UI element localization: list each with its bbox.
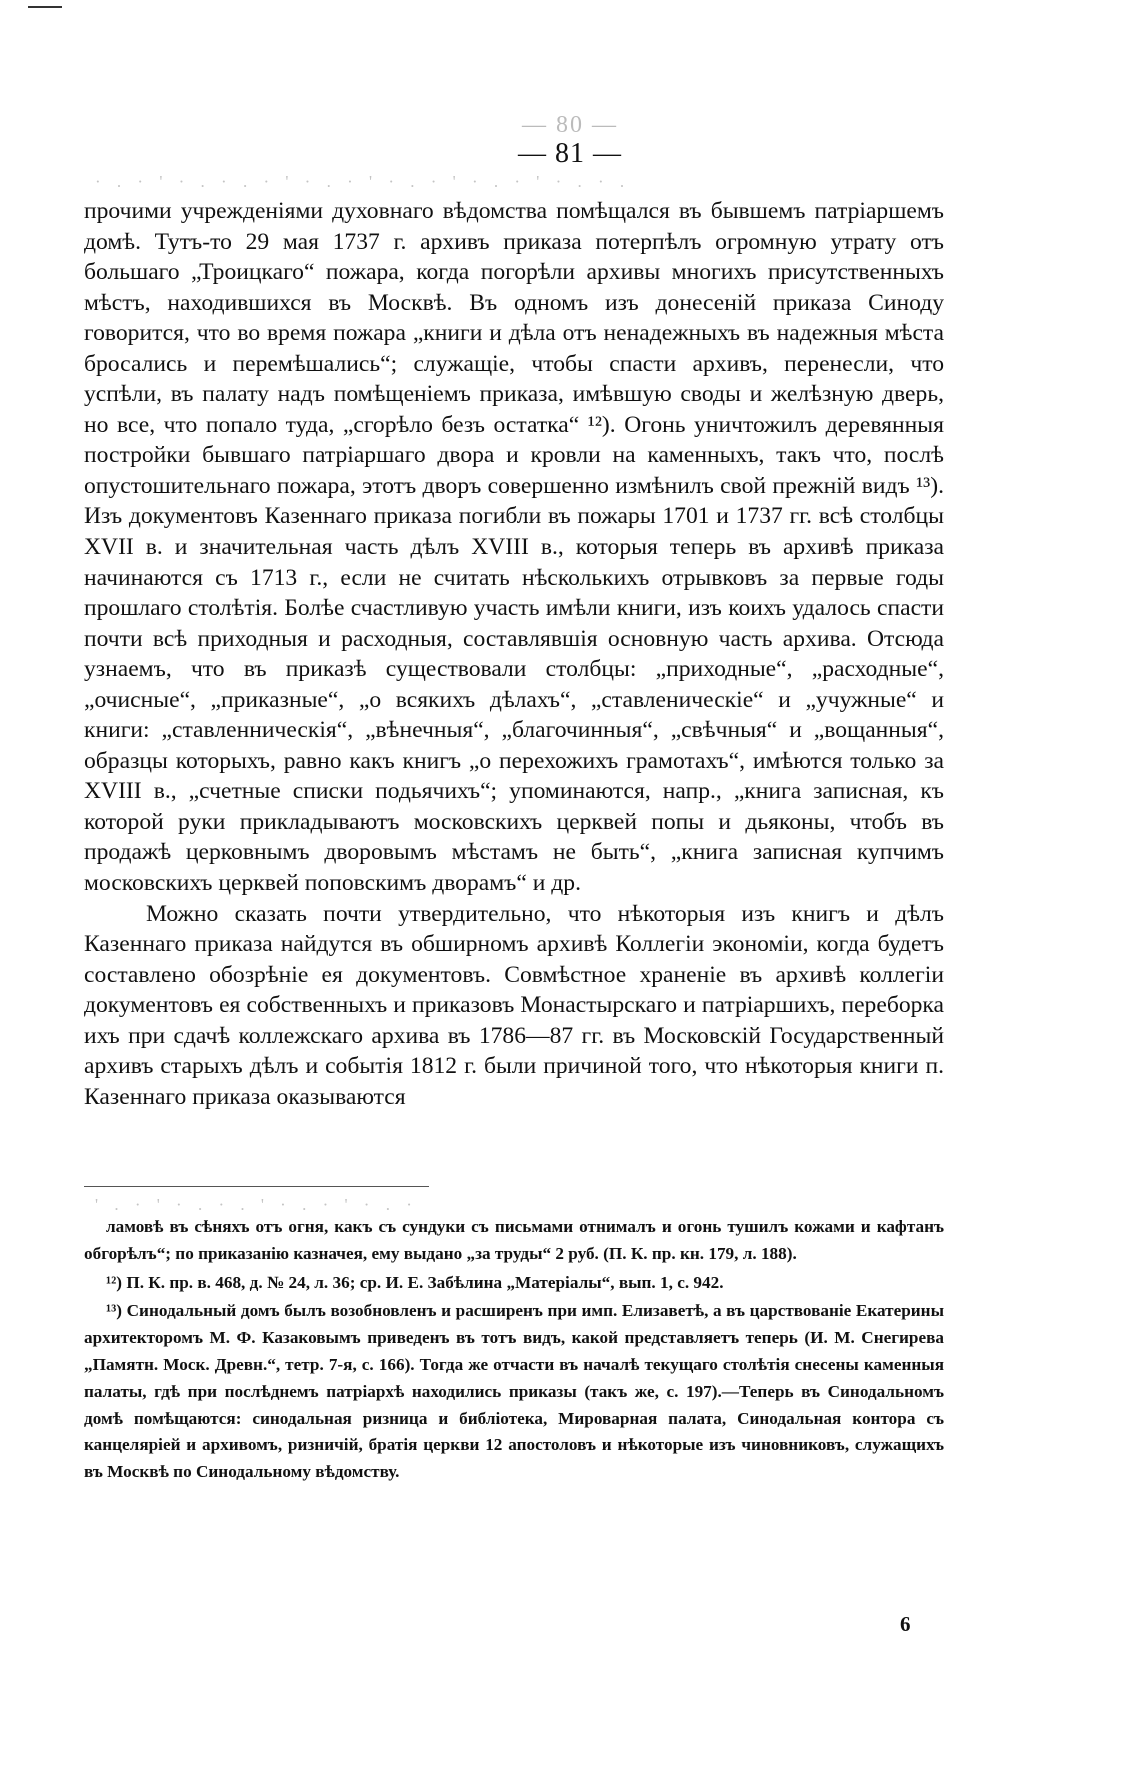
body-paragraph: Можно сказать почти утвердительно, что нѣкоторыя изъ книгъ и дѣлъ Казеннаго приказа найдутся въ обширномъ архивѣ Коллегіи экономіи, когда будетъ составлено обозрѣніе ея документовъ. Совмѣстное храненіе въ архивѣ коллегіи документовъ ея собственныхъ и приказовъ Монастырскаго и патріаршихъ, переборка ихъ при сдачѣ коллежскаго архива въ 1786—87 гг. въ Московскій Государственный архивъ старыхъ дѣлъ и событія 1812 г. были причиной того, что нѣкоторыя книги п. Казеннаго приказа оказываются [84, 900, 944, 1110]
body-text [84, 196, 944, 1112]
corner-mark [28, 6, 62, 8]
bleed-through-line: ' . · ' · . · . ' · . · ' · . · [95, 1195, 418, 1214]
footnote: ламовѣ въ сѣняхъ отъ огня, какъ съ сундуки съ письмами отнималъ и огонь тушилъ кожами и кафтанъ обгорѣлъ“; по приказанію казначея, ему выдано „за труды“ 2 руб. (П. К. пр. кн. 179, л. 188). [84, 1217, 944, 1263]
body-paragraph: прочими учрежденіями духовнаго вѣдомства помѣщался въ бывшемъ патріаршемъ домѣ. Тутъ-то 29 мая 1737 г. архивъ приказа потерпѣлъ огромную утрату отъ большаго „Троицкаго“ пожара, когда погорѣли архивы многихъ присутственныхъ мѣстъ, находившихся въ Москвѣ. Въ одномъ изъ донесеній приказа Синоду говорится, что во время пожара „книги и дѣла отъ ненадежныхъ въ надежныя мѣста бросались и перемѣшались“; служащіе, чтобы спасти архивъ, перенесли, что успѣли, въ палату надъ помѣщеніемъ приказа, имѣвшую своды и желѣзную дверь, но все, что попало туда, „сгорѣло безъ остатка“ ¹²). Огонь уничтожилъ деревянныя постройки бывшаго патріаршаго двора и кровли на каменныхъ, такъ что, послѣ опустошительнаго пожара, этотъ дворъ совершенно измѣнилъ свой прежній видъ ¹³). Изъ документовъ Казеннаго приказа погибли въ пожары 1701 и 1737 гг. всѣ столбцы XVII в. и значительная часть дѣлъ XVIII в., которыя теперь въ архивѣ приказа начинаются съ 1713 г., если не считать нѣсколькихъ отрывковъ за первые годы прошлаго столѣтія. Болѣе счастливую участь имѣли книги, изъ коихъ удалось спасти почти всѣ приходныя и расходныя, составлявшія основную часть архива. Отсюда узнаемъ, что въ приказѣ существовали столбцы: „приходные“, „расходные“, „очисные“, „приказные“, „о всякихъ дѣлахъ“, „ставленическіе“ и „учужные“ и книги: „ставленническія“, „вѣнечныя“, „благочинныя“, „свѣчныя“ и „вощанныя“, образцы которыхъ, равно какъ книгъ „о перехожихъ грамотахъ“, имѣются только за XVIII в., „счетные списки подьячихъ“; упоминаются, напр., „книга записная, къ которой руки прикладываютъ московскихъ церквей попы и дьяконы, чтобъ въ продажѣ церковнымъ дворовымъ мѣстамъ не быть“, „книга записная купчимъ московскихъ церквей поповскимъ дворамъ“ и др. [84, 198, 944, 897]
bleed-through-page-number: — 80 — [522, 112, 618, 138]
footnotes [84, 1214, 944, 1486]
footnote: ¹³) Синодальный домъ былъ возобновленъ и расширенъ при имп. Елизаветѣ, а въ царствованіе Екатерины архитекторомъ М. Ф. Казаковымъ приведенъ въ тотъ видъ, какой представляетъ теперь (И. М. Снегирева „Памятн. Моск. Древн.“, тетр. 7-я, с. 166). Тогда же отчасти въ началѣ текущаго столѣтія снесены каменныя палаты, гдѣ при послѣднемъ патріархѣ находились приказы (такъ же, с. 197).—Теперь въ Синодальномъ домѣ помѣщаются: синодальная ризница и библіотека, Мироварная палата, Синодальная контора съ канцеляріей и архивомъ, ризничій, братія церкви 12 апостоловъ и нѣкоторые изъ чиновниковъ, служащихъ въ Москвѣ по Синодальному вѣдомству. [84, 1301, 944, 1482]
bleed-through-line: · . · ' · . · . · ' · . · ' · . · ' · . · ' · . · . [95, 172, 631, 191]
footnote: ¹²) П. К. пр. в. 468, д. № 24, л. 36; ср. И. Е. Забѣлина „Матеріалы“, вып. 1, с. 942. [106, 1272, 724, 1292]
footnote-divider [84, 1186, 429, 1187]
signature-mark: 6 [900, 1612, 911, 1636]
page-number: — 81 — [518, 138, 622, 169]
